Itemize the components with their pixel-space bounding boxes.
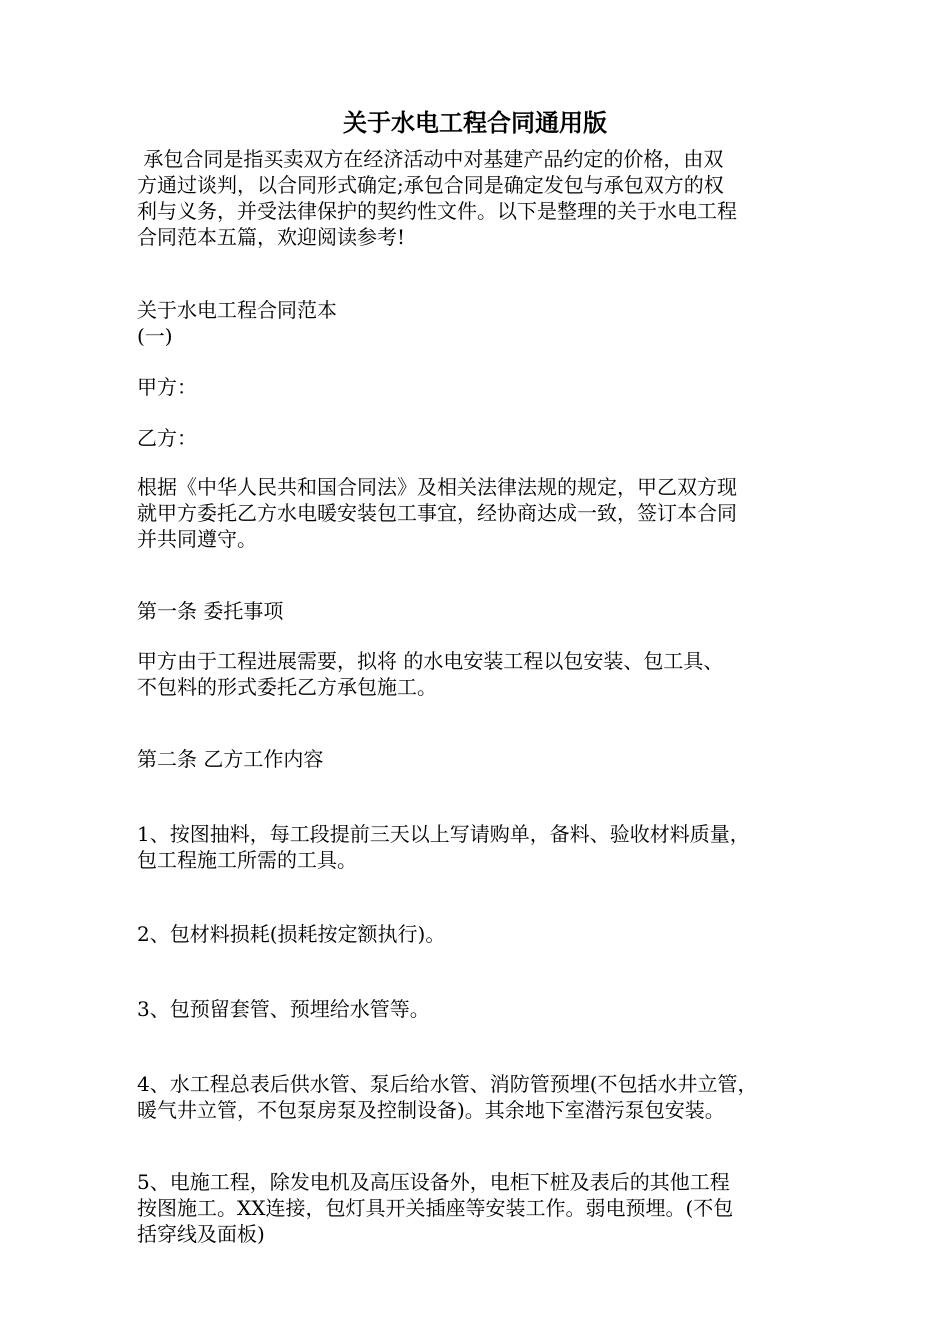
article-1-paragraph xyxy=(137,648,827,700)
preamble-line: 根据《中华人民共和国合同法》及相关法律法规的规定，甲乙双方现 xyxy=(137,475,737,499)
article-1-line: 甲方由于工程进展需要，拟将 的水电安装工程以包安装、包工具、 xyxy=(137,649,724,673)
item-1-paragraph xyxy=(137,821,827,873)
item-5-line: 括穿线及面板) xyxy=(137,1222,265,1246)
section-heading xyxy=(137,297,827,349)
intro-line: 合同范本五篇，欢迎阅读参考! xyxy=(137,225,406,249)
section-heading-line: (一) xyxy=(137,324,173,348)
intro-line: 利与义务，并受法律保护的契约性文件。以下是整理的关于水电工程 xyxy=(137,199,737,223)
item-1-line: 1、按图抽料，每工段提前三天以上写请购单，备料、验收材料质量， xyxy=(137,822,750,846)
intro-line: 方通过谈判，以合同形式确定;承包合同是确定发包与承包双方的权 xyxy=(137,173,724,197)
item-4-line: 暖气井立管，不包泵房泵及控制设备)。其余地下室潜污泵包安装。 xyxy=(137,1098,725,1122)
item-4-paragraph xyxy=(137,1071,827,1123)
preamble-line: 并共同遵守。 xyxy=(137,527,257,551)
item-1-line: 包工程施工所需的工具。 xyxy=(137,848,357,872)
item-5-line: 按图施工。XX连接，包灯具开关插座等安装工作。弱电预埋。(不包 xyxy=(137,1196,734,1220)
item-5-paragraph xyxy=(137,1169,827,1247)
intro-paragraph xyxy=(137,146,827,250)
document-title: 关于水电工程合同通用版 xyxy=(343,109,607,137)
item-5-line: 5、电施工程，除发电机及高压设备外，电柜下桩及表后的其他工程 xyxy=(137,1170,730,1194)
item-4-line: 4、水工程总表后供水管、泵后给水管、消防管预埋(不包括水井立管， xyxy=(137,1072,758,1096)
article-2-title: 第二条 乙方工作内容 xyxy=(137,747,324,771)
party-b-label: 乙方： xyxy=(137,426,197,450)
item-2-paragraph: 2、包材料损耗(损耗按定额执行)。 xyxy=(137,922,446,946)
article-1-line: 不包料的形式委托乙方承包施工。 xyxy=(137,675,437,699)
party-a-label: 甲方： xyxy=(137,375,197,399)
preamble-line: 就甲方委托乙方水电暖安装包工事宜，经协商达成一致，签订本合同 xyxy=(137,501,737,525)
article-1-title: 第一条 委托事项 xyxy=(137,599,284,623)
item-3-paragraph: 3、包预留套管、预埋给水管等。 xyxy=(137,997,430,1021)
preamble-paragraph xyxy=(137,474,827,552)
intro-line: 承包合同是指买卖双方在经济活动中对基建产品约定的价格，由双 xyxy=(137,147,724,171)
section-heading-line: 关于水电工程合同范本 xyxy=(137,298,337,322)
